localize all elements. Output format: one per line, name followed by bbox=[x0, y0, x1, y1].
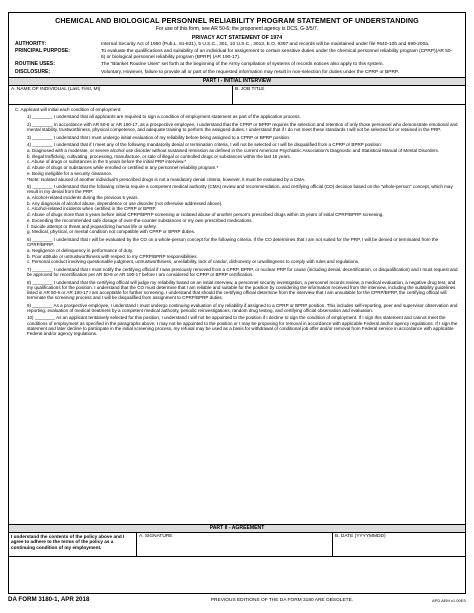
condition-item[interactable]: 5) ________ I understand that the following criteria require a competent medical authority (CMA) review and recommendation, and certifying official (CO) decision based on the "whole-person" concept, which may result in my denial from the PRP: bbox=[27, 183, 453, 195]
routine-uses-label: ROUTINE USES: bbox=[15, 61, 55, 68]
condition-subitem: b. Illegal trafficking, cultivating, processing, manufacture, or sale of illegal or controlled drugs or substances within the last 15 years. bbox=[27, 153, 292, 159]
condition-subitem: g. Medical, physical, or mental condition not compatible with CPRP or BPRP duties. bbox=[27, 229, 196, 235]
version-code: APD AEM v1.00ES bbox=[431, 598, 466, 603]
signature-field[interactable] bbox=[137, 533, 333, 556]
purpose-label: PRINCIPAL PURPOSE: bbox=[15, 48, 71, 55]
privacy-row bbox=[15, 49, 455, 62]
condition-item[interactable]: 10) ________ As an applicant tentatively selected for this position, I understand I will not be appointed to the position if I decline to sign the condition of employment. If I sign this statement and cannot meet the conditions of employment as specified in the paragraphs above, I may not be appointed to the position or I may be proposing for removal in accordance with applicable Federal and/or agency regulations. If I sign the statement and later decline to participate in the initial screening process, my refusal may be used as a basis for withdrawal of conditional job offer and/or removal from Federal service in accordance with applicable Federal and/or agency regulations. bbox=[27, 315, 458, 337]
privacy-act-table bbox=[15, 42, 455, 77]
condition-item[interactable]: 6) ________ I understand that I will be evaluated by the CO on a whole-person concept for the following criteria. If the CO determines that I am not suited for the PRP, I will be denied or terminated from the CPRP/BPRP. bbox=[27, 236, 439, 248]
condition-subitem: c. Alcohol-related incidents when certified in the CPRP or BPRP. bbox=[27, 206, 157, 212]
conditions-section bbox=[9, 105, 465, 336]
purpose-text: To evaluate the qualifications and suitability of an individual for assignment to certain sensitive duties under the chemical personnel reliability program (CPRP)(AR 50-6) or biological personnel reliability program (BPRP) (AR 190-17). bbox=[101, 49, 453, 60]
condition-subitem: c. Abuse of drugs or substances in the 5 years before the initial PRP interview.* bbox=[27, 159, 187, 165]
job-title-field[interactable] bbox=[233, 86, 465, 104]
condition-subitem: d. Abuse of drugs or substances while enrolled or certified in any personnel reliability program.* bbox=[27, 165, 219, 171]
job-title-field-label: B. JOB TITLE bbox=[235, 87, 265, 93]
name-field[interactable] bbox=[9, 86, 233, 104]
condition-subitem: e. Exceeding the recommended safe dosage of over-the-counter substances or my own prescribed medications. bbox=[27, 217, 253, 223]
form-footer bbox=[8, 596, 466, 603]
condition-note: *Note: Isolated abused of another individual's prescribed drugs is not a mandatory denial criteria, however, it must be evaluated by a CMA. bbox=[27, 176, 306, 182]
condition-subitem: f. Suicide attempt or threat and jeopardizing human life or safety. bbox=[27, 223, 157, 229]
part2-heading: PART II - AGREEMENT bbox=[9, 524, 465, 533]
condition-subitem: b. Any diagnosis of alcohol abuse, dependence or use disorder (not otherwise addressed above). bbox=[27, 200, 223, 206]
privacy-act-heading: PRIVACY ACT STATEMENT OF 1974 bbox=[191, 35, 283, 41]
part1-heading: PART I - INITIAL INTERVIEW bbox=[9, 77, 465, 86]
part2-section bbox=[9, 524, 465, 557]
date-field[interactable] bbox=[333, 533, 465, 556]
condition-item[interactable]: 7) ________ I understand that I must notify the certifying official if I was previously removed from a CPRP, BPRP, or nuclear PRP for cause (including denial, decertification, or disqualification) and I must request and be approved for recertification per AR 50-6 or AR 190-17 before I am considered for CPRP or BPRP certification. bbox=[27, 266, 458, 278]
condition-subitem: a. Negligence or delinquency in performance of duty. bbox=[27, 247, 134, 253]
editions-notice: PREVIOUS EDITIONS OF THE DA FORM 3180 ARE OBSOLETE. bbox=[210, 598, 354, 603]
form-subtitle: For use of this form, see AR 50-6; the proponent agency is DCS, G-3/5/7. bbox=[155, 26, 319, 32]
routine-uses-text: The "Blanket Routine Uses" set forth at the beginning of the Army compilation of systems of records notices also apply to this system. bbox=[101, 62, 384, 68]
authority-label: AUTHORITY: bbox=[15, 41, 47, 47]
privacy-row bbox=[15, 70, 455, 77]
condition-item[interactable]: 1) ________ I understand that all applicants are required to sign a condition of employment statement as part of the application process. bbox=[27, 114, 301, 120]
name-field-label: A. NAME OF INDIVIDUAL (Last, First, MI) bbox=[11, 87, 101, 93]
condition-item[interactable]: 2) ________ In accordance with AR 50-6 or AR 190-17, as a prospective employee, I understand that the CPRP or BPRP requires the selection and retention of only those personnel who demonstrate emotional and mental stability, trustworthiness, physical competence, and adequate training to perform the assigned duties. I understand that if I do not meet these standards I will not be selected for or retained in the PRP. bbox=[27, 121, 458, 133]
disclosure-text: Voluntary. However, failure to provide all or part of the requested information may result in non-selection for duties under the CPRP or BPRP. bbox=[101, 69, 399, 75]
form-frame bbox=[8, 12, 466, 594]
condition-subitem: c. Personal conduct involving questionable judgment, untrustworthiness, unreliability, lack of candor, dishonesty or unwillingness to comply with rules and regulations. bbox=[27, 259, 360, 265]
condition-item[interactable]: 3) ________ I understand that I must undergo initial evaluation of my reliability before being assigned to a CPRP or BPRP position. bbox=[27, 134, 291, 140]
signature-label: A. SIGNATURE bbox=[139, 534, 173, 539]
condition-item[interactable]: 9) ________ As a prospective employee, I understand I must undergo continuing evaluation of my reliability if assigned to a CPRP or BPRP position. This includes self-reporting, peer and supervisor observation and reporting, evaluation of medical treatment by a competent medical authority, periodic reinvestigations, random drug testing, and certifying official observation and evaluation. bbox=[27, 302, 458, 313]
authority-text: Internal Security Act of 1950 (Pub.L. 81-831), 5 U.S.C., 301, 10 U.S.C., 3013, E.O. 9397 and records will be maintained under file #640-10b and 690-200a. bbox=[101, 42, 430, 47]
condition-subitem: d. Abuse of drugs more than 5 years before initial CPRP/BPRP screening or isolated abuse of another person's prescribed drugs within 15 years of initial CPRP/BPRP screening. bbox=[27, 212, 384, 218]
form-title: CHEMICAL AND BIOLOGICAL PERSONNEL RELIABILITY PROGRAM STATEMENT OF UNDERSTANDING bbox=[55, 16, 419, 25]
condition-item[interactable]: 8) ________ I understand that the certifying official will judge my reliability based on an initial interview, a personnel security investigation, a personnel records review, a medical evaluation, a negative drug test, and my qualifications for the position. I understand that the CO must determine that I am reliable and suitable for the position by considering the information received from the interview, including the suitability guidelines listed in AR 50-6 or AR 190-17 I am acceptable for further screening. I understand that should the certifying official determine from the interview that I am unsuitable for the CPRP/BPRP, the certifying official will terminate the screening process and I will be disqualified from assignment to CPRP/BPRP duties. bbox=[27, 279, 456, 301]
privacy-row bbox=[15, 62, 455, 69]
name-job-row bbox=[9, 86, 465, 105]
conditions-intro: C. Applicant will initial each condition of employment: bbox=[15, 107, 122, 113]
form-number: DA FORM 3180-1, APR 2018 bbox=[8, 596, 90, 603]
agreement-statement: I understand the contents of the policy above and I agree to adhere to the terms of the policy as a continuing condition of my employment. bbox=[9, 533, 137, 556]
condition-subitem: a. Diagnosed with a moderate, or severe alcohol use disorder without sustained remission as defined in the current American Psychiatric Association's Diagnostic and Statistical Manual of Mental Disorders. bbox=[27, 147, 440, 153]
condition-item[interactable]: 4) ________ I understand that if I meet any of the following mandatorily denial or termination criteria, I will not be selected or I will be disqualified from a CPRP or BPRP position: bbox=[27, 142, 382, 148]
condition-subitem: e. Being ineligible for a security clearance. bbox=[27, 170, 113, 176]
condition-subitem: a. Alcohol-related incidents during the previous 5 years. bbox=[27, 194, 139, 200]
condition-subitem: b. Poor attitude or untrustworthiness with respect to my CPRP/BPRP responsibilities. bbox=[27, 253, 198, 259]
date-label: B. DATE (YYYYMMDD) bbox=[335, 534, 386, 539]
agreement-row bbox=[9, 533, 465, 557]
disclosure-label: DISCLOSURE: bbox=[15, 68, 51, 75]
